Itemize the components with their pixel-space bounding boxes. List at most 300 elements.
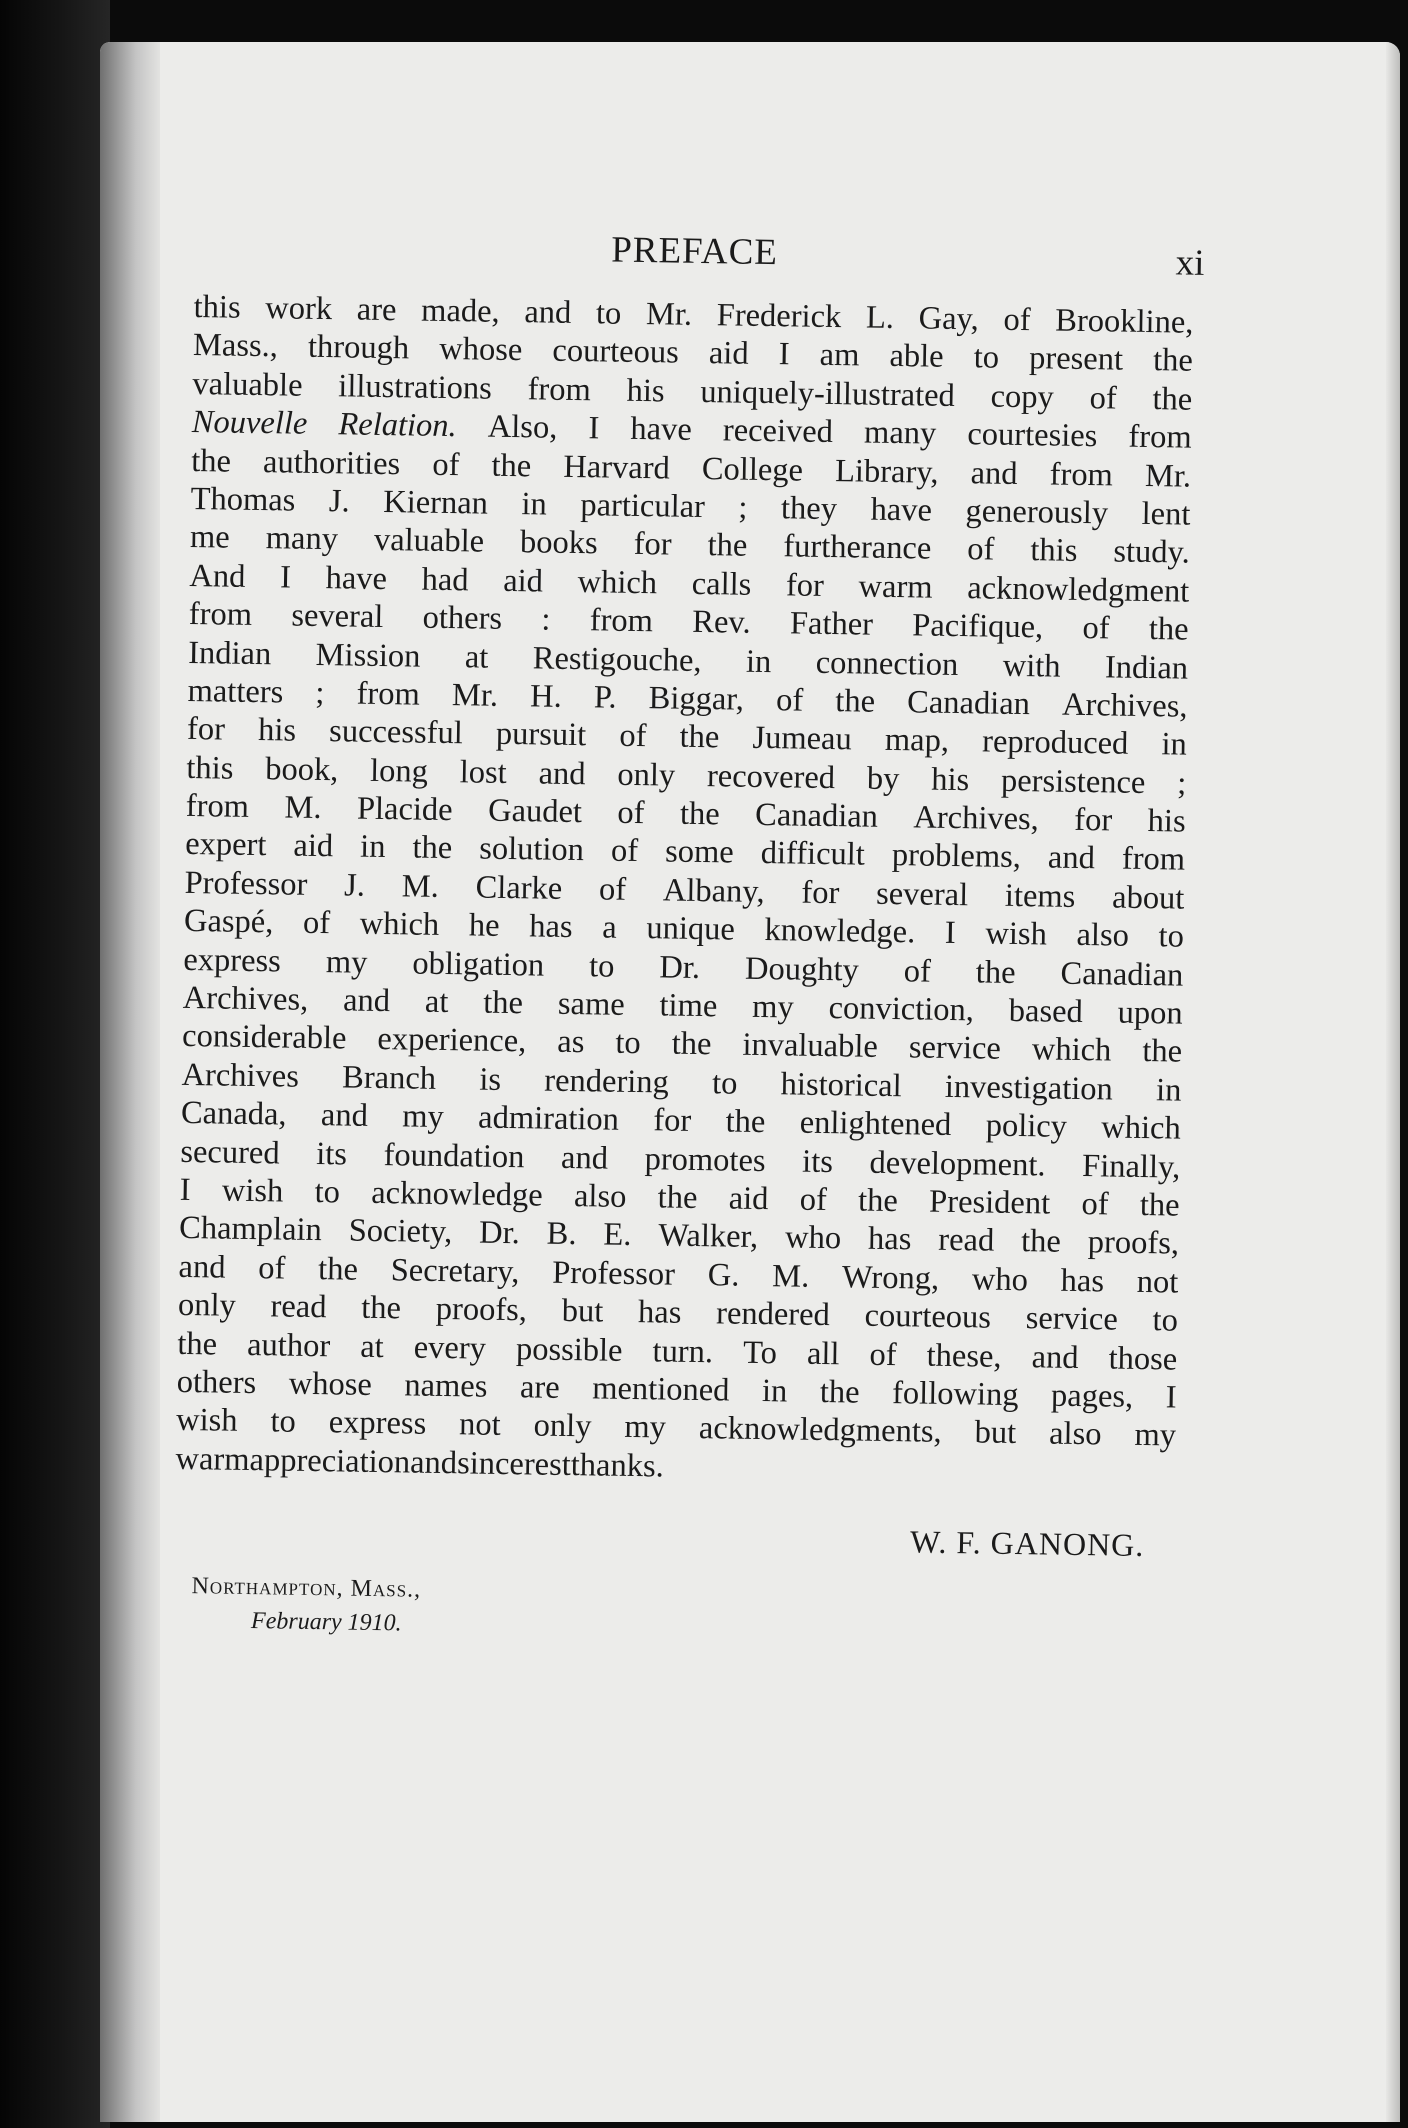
word: the <box>1020 1223 1062 1261</box>
word: turn. <box>652 1332 714 1370</box>
word: I <box>179 1171 191 1209</box>
word: promotes <box>644 1140 766 1179</box>
word: my <box>401 1098 445 1136</box>
word: to <box>1152 1302 1179 1339</box>
word: of <box>432 446 460 483</box>
word: who <box>784 1219 842 1257</box>
preface-text <box>175 288 1194 1494</box>
word: Kiernan <box>382 483 489 522</box>
word: which <box>359 905 440 944</box>
word: of <box>598 871 627 908</box>
word: have <box>870 491 933 529</box>
word: author <box>246 1326 331 1364</box>
word: but <box>561 1293 604 1330</box>
word: the <box>1142 1033 1183 1071</box>
page-number: xi <box>1175 242 1205 284</box>
word: furtherance <box>783 528 932 567</box>
word: in <box>1155 1072 1182 1109</box>
word: my <box>624 1409 667 1446</box>
word: me <box>189 519 231 556</box>
word: Indian <box>1104 648 1189 687</box>
author-signature: W. F. GANONG. <box>909 1523 1145 1564</box>
word: and <box>409 1444 458 1481</box>
word: College <box>701 450 804 489</box>
word: about <box>1111 879 1185 917</box>
word: Father <box>789 605 874 643</box>
word: B. <box>546 1216 577 1253</box>
word: which <box>577 563 658 602</box>
word: to <box>270 1403 297 1441</box>
word: of <box>775 682 804 719</box>
word: names <box>404 1367 488 1405</box>
word: of <box>1082 610 1110 647</box>
word: J. <box>343 867 366 904</box>
word: and <box>320 1097 369 1135</box>
word: unique <box>646 910 736 948</box>
word: in <box>521 486 548 523</box>
word: who <box>971 1261 1029 1298</box>
word: to <box>1158 918 1185 955</box>
word: read <box>938 1222 995 1260</box>
word: Nouvelle <box>191 404 308 442</box>
word: Canadian <box>754 796 879 835</box>
word: made, <box>420 292 500 330</box>
word: at <box>359 1328 384 1365</box>
word: Mr. <box>1144 457 1192 495</box>
page-edge <box>1386 42 1400 2122</box>
word: thanks. <box>570 1446 665 1485</box>
word: express <box>328 1404 427 1443</box>
word: this <box>1030 532 1078 570</box>
word: Archives, <box>182 979 309 1018</box>
word: acknowledge <box>370 1174 543 1214</box>
word: the <box>679 718 720 756</box>
word: M. <box>284 789 322 827</box>
word: from <box>188 596 253 634</box>
word: of <box>869 1336 897 1373</box>
word: M. <box>771 1257 810 1295</box>
word: also <box>1076 917 1130 955</box>
word: expert <box>184 826 267 864</box>
word: whose <box>438 331 523 369</box>
word: illustrations <box>338 368 493 407</box>
word: investigation <box>944 1068 1114 1108</box>
word: Harvard <box>563 448 671 487</box>
word: others <box>176 1363 257 1402</box>
word: sincerest <box>456 1444 572 1483</box>
word: mentioned <box>591 1370 730 1409</box>
word: G. <box>707 1256 740 1294</box>
word: Clarke <box>475 869 563 907</box>
word: proofs, <box>1087 1224 1180 1262</box>
word: also <box>1048 1415 1102 1453</box>
word: lent <box>1141 495 1191 533</box>
word: and <box>524 294 572 331</box>
word: problems, <box>891 837 1022 876</box>
word: from <box>185 788 250 825</box>
word: rendered <box>715 1295 831 1334</box>
word: Professor <box>551 1254 676 1293</box>
word: of <box>1089 379 1118 417</box>
word: aid <box>708 335 749 373</box>
word: and <box>1047 839 1096 877</box>
word: difficult <box>760 835 866 874</box>
word: invaluable <box>742 1027 879 1066</box>
word: Society, <box>348 1212 453 1251</box>
word: matters <box>187 672 284 711</box>
word: particular <box>580 487 706 525</box>
book-page <box>100 42 1400 2122</box>
word: I <box>944 915 957 952</box>
word: reproduced <box>981 723 1129 763</box>
word: Biggar, <box>648 680 745 718</box>
word: authorities <box>262 443 401 482</box>
word: Pacifique, <box>912 607 1044 646</box>
word: only <box>177 1287 237 1324</box>
word: work <box>265 290 333 328</box>
word: has <box>637 1294 682 1331</box>
word: I <box>778 336 790 373</box>
word: for <box>1074 801 1113 839</box>
word: Frederick <box>716 297 842 336</box>
word: Mass., <box>192 327 279 365</box>
word: to <box>711 1065 738 1102</box>
word: Canadian <box>906 684 1031 723</box>
word: Professor <box>184 864 308 903</box>
word: I <box>588 410 600 447</box>
word: others <box>422 599 503 637</box>
word: admiration <box>477 1099 620 1138</box>
word: recovered <box>706 757 836 796</box>
word: has <box>1060 1262 1105 1300</box>
word: of <box>1081 1186 1109 1223</box>
word: book, <box>264 750 339 789</box>
word: the <box>1148 611 1189 648</box>
word: Brookline, <box>1055 302 1194 341</box>
word: Albany, <box>662 872 765 910</box>
word: foundation <box>383 1136 525 1175</box>
word: several <box>291 597 384 636</box>
word: service <box>908 1029 1002 1068</box>
word: upon <box>1117 994 1183 1032</box>
word: is <box>479 1061 502 1098</box>
word: : <box>541 601 551 638</box>
word: Wrong, <box>841 1259 940 1297</box>
word: its <box>801 1143 834 1180</box>
word: copy <box>990 378 1055 416</box>
word: had <box>421 561 469 599</box>
word: the <box>725 1103 766 1141</box>
word: the <box>975 954 1016 991</box>
word: lost <box>459 753 508 791</box>
word: of <box>619 718 647 755</box>
word: by <box>866 760 900 797</box>
word: to <box>973 339 1000 377</box>
word: Canadian <box>1060 955 1184 994</box>
word: not <box>458 1406 502 1444</box>
word: of <box>799 1181 828 1219</box>
word: I <box>279 559 292 596</box>
word: ; <box>1176 765 1187 802</box>
word: Champlain <box>178 1210 323 1249</box>
word: Secretary, <box>390 1251 520 1290</box>
word: L. <box>865 299 895 336</box>
word: the <box>491 447 532 484</box>
word: generously <box>965 493 1109 532</box>
word: the <box>360 1289 402 1327</box>
word: aid <box>728 1180 769 1218</box>
word: the <box>1152 342 1194 380</box>
word: valuable <box>373 522 485 560</box>
word: present <box>1028 340 1124 378</box>
word: several <box>875 875 969 914</box>
word: and <box>560 1139 609 1177</box>
page-content <box>173 222 1205 1653</box>
word: P. <box>593 679 617 716</box>
dateline-date: February 1910. <box>250 1608 402 1637</box>
word: Walker, <box>658 1217 759 1256</box>
word: Placide <box>356 790 453 829</box>
dateline <box>191 1569 1174 1652</box>
word: this <box>186 749 234 787</box>
word: to <box>595 295 622 332</box>
word: Mr. <box>451 677 499 714</box>
word: And <box>189 557 246 595</box>
word: from <box>527 371 592 409</box>
word: my <box>325 943 368 981</box>
word: historical <box>780 1066 902 1105</box>
word: based <box>1008 992 1084 1031</box>
word: read <box>270 1288 327 1326</box>
word: only <box>533 1407 592 1445</box>
word: every <box>413 1329 487 1367</box>
word: for <box>785 567 825 604</box>
word: the <box>483 984 524 1022</box>
word: Mr. <box>645 296 693 333</box>
word: and <box>178 1248 226 1286</box>
word: has <box>867 1221 912 1258</box>
word: not <box>1136 1263 1179 1301</box>
word: Relation. <box>338 406 457 445</box>
word: connection <box>815 644 959 683</box>
word: of <box>302 905 331 942</box>
word: aid <box>293 828 334 865</box>
word: Dr. <box>478 1214 521 1252</box>
word: M. <box>401 868 440 905</box>
word: President <box>928 1183 1051 1222</box>
word: as <box>557 1024 585 1061</box>
word: secured <box>180 1133 280 1172</box>
word: from <box>1121 841 1186 879</box>
word: in <box>359 829 386 866</box>
word: to <box>615 1025 641 1062</box>
word: development. <box>869 1144 1046 1184</box>
word: I <box>1165 1379 1177 1416</box>
word: acknowledgments, <box>698 1410 942 1451</box>
word: Gaudet <box>487 792 583 831</box>
word: the <box>177 1325 218 1363</box>
word: and <box>970 454 1018 492</box>
word: considerable <box>181 1018 347 1057</box>
word: Gay, <box>918 300 980 338</box>
word: those <box>1108 1340 1178 1378</box>
word: the <box>679 795 721 833</box>
word: of <box>903 952 932 990</box>
word: his <box>930 761 970 798</box>
word: time <box>659 987 718 1025</box>
word: Mission <box>315 636 421 675</box>
word: of <box>617 794 645 832</box>
word: long <box>369 752 429 790</box>
word: all <box>806 1335 840 1372</box>
word: this <box>193 288 241 326</box>
word: the <box>412 829 453 867</box>
word: Branch <box>341 1059 437 1097</box>
word: express <box>183 941 282 980</box>
word: my <box>1134 1417 1177 1454</box>
word: of <box>1003 301 1031 339</box>
word: and <box>538 755 586 792</box>
word: and <box>1031 1338 1079 1376</box>
word: has <box>528 908 573 946</box>
word: to <box>588 947 615 985</box>
word: the <box>819 1373 860 1411</box>
word: items <box>1004 877 1076 915</box>
word: in <box>745 643 772 680</box>
word: the <box>190 442 232 480</box>
word: appreciation <box>249 1441 411 1481</box>
word: To <box>742 1334 778 1371</box>
word: these, <box>926 1337 1002 1375</box>
word: many <box>265 520 339 558</box>
word: the <box>835 683 876 720</box>
word: for <box>186 711 226 748</box>
word: calls <box>691 565 752 603</box>
word: persistence <box>1000 762 1146 801</box>
word: the <box>707 527 748 565</box>
word: ; <box>315 674 325 711</box>
word: same <box>557 985 625 1023</box>
word: study. <box>1113 533 1191 572</box>
word: courteous <box>864 1297 992 1336</box>
word: many <box>863 414 937 452</box>
word: Dr. <box>659 949 701 986</box>
word: for <box>653 1102 692 1140</box>
word: only <box>617 756 676 794</box>
dateline-place: Northampton, Mass., <box>191 1573 422 1603</box>
book-spine-shadow <box>0 0 110 2128</box>
word: received <box>722 412 834 451</box>
word: uniquely-illustrated <box>700 373 956 414</box>
word: conviction, <box>828 990 975 1029</box>
word: E. <box>603 1216 632 1254</box>
word: at <box>424 983 449 1021</box>
word: of <box>610 833 639 870</box>
word: Indian <box>187 634 272 672</box>
word: his <box>626 372 665 410</box>
word: for <box>801 874 840 912</box>
word: able <box>889 338 944 376</box>
word: Thomas <box>190 480 296 519</box>
word: courtesies <box>967 416 1098 455</box>
word: for <box>633 526 672 563</box>
word: the <box>317 1250 359 1288</box>
word: Restigouche, <box>532 639 702 679</box>
word: the <box>1152 380 1193 418</box>
word: service <box>1025 1300 1119 1338</box>
word: have <box>325 559 388 597</box>
page-header <box>194 222 1205 298</box>
word: Archives, <box>1061 686 1188 725</box>
word: and <box>342 982 391 1020</box>
word: wish <box>221 1172 284 1210</box>
word: the <box>1139 1186 1180 1224</box>
word: pursuit <box>495 716 587 754</box>
word: Doughty <box>744 950 860 989</box>
word: from <box>1128 418 1192 456</box>
word: knowledge. <box>764 912 916 951</box>
word: Finally, <box>1081 1147 1181 1186</box>
word: proofs, <box>435 1291 528 1329</box>
word: with <box>1002 647 1061 685</box>
word: the <box>657 1179 698 1216</box>
word: acknowledgment <box>966 569 1190 610</box>
word: experience, <box>377 1021 527 1060</box>
word: the <box>857 1182 899 1220</box>
word: Archives, <box>913 799 1040 838</box>
word: in <box>761 1372 788 1410</box>
page-gutter-shadow <box>100 42 160 2122</box>
word: which <box>1031 1031 1112 1069</box>
word: also <box>573 1178 627 1215</box>
word: wish <box>985 915 1048 953</box>
word: Library, <box>834 452 939 491</box>
word: ; <box>738 489 748 526</box>
word: policy <box>985 1107 1068 1146</box>
word: my <box>751 988 795 1026</box>
word: wish <box>175 1402 238 1440</box>
word: solution <box>478 831 585 869</box>
word: his <box>1147 803 1186 840</box>
word: but <box>974 1414 1017 1452</box>
word: possible <box>515 1330 623 1369</box>
word: to <box>314 1173 341 1211</box>
word: a <box>601 909 617 946</box>
word: valuable <box>192 365 303 404</box>
word: from <box>356 675 421 713</box>
word: Rev. <box>692 603 751 641</box>
word: in <box>1161 726 1188 763</box>
word: the <box>671 1026 712 1063</box>
word: Archives <box>181 1056 300 1095</box>
word: are <box>356 291 397 329</box>
word: some <box>664 833 734 872</box>
word: through <box>307 329 410 367</box>
word: which <box>1101 1109 1182 1147</box>
word: warm <box>858 568 933 606</box>
word: Also, <box>487 408 558 446</box>
word: its <box>315 1135 348 1173</box>
word: have <box>630 411 693 448</box>
word: his <box>257 712 297 749</box>
word: obligation <box>412 945 545 984</box>
word: Gaspé, <box>183 903 274 941</box>
word: courteous <box>552 333 680 372</box>
word: pages, <box>1050 1377 1134 1415</box>
word: are <box>519 1369 560 1406</box>
word: H. <box>529 678 563 715</box>
word: of <box>258 1249 286 1287</box>
